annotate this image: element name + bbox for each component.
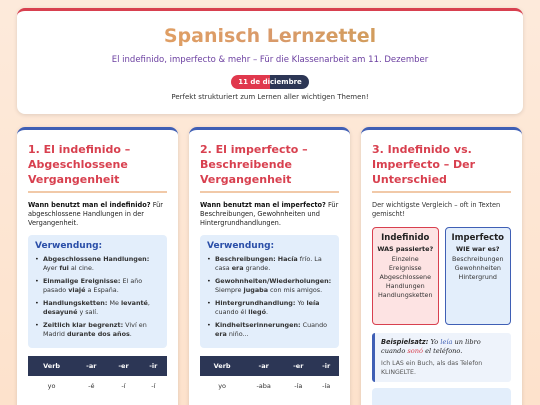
table-cell: yo xyxy=(218,382,227,390)
page-subtitle: El indefinido, imperfecto & mehr – Für die Klassenarbeit am 11. Dezember xyxy=(111,55,429,65)
table-cell: -ía xyxy=(322,382,331,390)
list-item: • Einmalige Ereignisse: El año pasado viajé a España. xyxy=(35,277,160,295)
table-cell: -aba xyxy=(256,382,271,390)
indefinido-heading: Indefinido xyxy=(381,233,430,243)
usage-list xyxy=(207,255,332,339)
table-cell: -í xyxy=(151,382,156,390)
page-title: Spanisch Lernzettel xyxy=(17,25,523,47)
table-header: -ar xyxy=(244,356,283,376)
card-title: 1. El indefinido – Abgeschlossene Vergangenheit xyxy=(28,142,167,193)
table-cell: -í xyxy=(121,382,126,390)
table-row xyxy=(28,376,167,396)
conjugation-table xyxy=(28,356,167,396)
example-spanish: Yo leía un libro cuando sonó el teléfono. xyxy=(381,338,481,355)
table-header: -ar xyxy=(75,356,107,376)
next-box-peek xyxy=(372,388,511,405)
table-header: -ir xyxy=(140,356,167,376)
header-card xyxy=(17,8,523,114)
table-cell: yo xyxy=(47,382,56,390)
conjugation-table xyxy=(200,356,339,396)
table-header: -ir xyxy=(313,356,339,376)
table-header: Verb xyxy=(200,356,244,376)
imperfecto-box xyxy=(445,227,512,325)
comparison-intro: Der wichtigste Vergleich – oft in Texten gemischt! xyxy=(372,201,501,218)
example-german: Ich LAS ein Buch, als das Telefon KLINGELTE. xyxy=(381,360,483,376)
table-header-row xyxy=(200,356,339,376)
card-indefinido xyxy=(17,127,178,405)
usage-heading: Verwendung: xyxy=(207,241,275,251)
table-header: -er xyxy=(283,356,313,376)
indefinido-box xyxy=(372,227,439,325)
usage-heading: Verwendung: xyxy=(35,241,103,251)
imperfecto-uses: Beschreibungen Gewohnheiten Hintergrund xyxy=(451,255,504,281)
imperfecto-question: WIE war es? xyxy=(456,245,500,253)
indefinido-uses: Einzelne Ereignisse Abgeschlossene Handlungen Handlungsketten xyxy=(378,255,433,299)
table-header-row xyxy=(28,356,167,376)
table-header: -er xyxy=(107,356,139,376)
usage-box xyxy=(28,235,167,348)
example-sentence-box xyxy=(372,333,511,382)
comparison-row xyxy=(372,227,511,325)
date-badge: 11 de diciembre xyxy=(231,75,309,89)
tagline: Perfekt strukturiert zum Lernen aller wichtigen Themen! xyxy=(171,93,369,101)
usage-question: Wann benutzt man el imperfecto? Für Beschreibungen, Gewohnheiten und Hintergrundhandlungen. xyxy=(200,201,339,227)
example-label: Beispielsatz: xyxy=(381,338,429,346)
usage-question: Wann benutzt man el indefinido? Für abgeschlossene Handlungen in der Vergangenheit. xyxy=(28,201,164,227)
list-item: • Zeitlich klar begrenzt: Viví en Madrid durante dos años. xyxy=(35,321,160,339)
table-header: Verb xyxy=(28,356,75,376)
list-item: • Gewohnheiten/Wiederholungen: Siempre jugaba con mis amigos. xyxy=(207,277,332,295)
usage-list xyxy=(35,255,160,339)
list-item: • Handlungsketten: Me levanté, desayuné y salí. xyxy=(35,299,160,317)
imperfecto-heading: Imperfecto xyxy=(451,233,504,243)
table-row xyxy=(200,376,339,396)
card-comparison xyxy=(361,127,522,405)
card-imperfecto xyxy=(189,127,350,405)
usage-box xyxy=(200,235,339,348)
table-cell: -ía xyxy=(294,382,303,390)
list-item: • Kindheitserinnerungen: Cuando era niño... xyxy=(207,321,332,339)
list-item: • Abgeschlossene Handlungen: Ayer fui al cine. xyxy=(35,255,160,273)
table-cell: -é xyxy=(88,382,95,390)
indefinido-question: WAS passierte? xyxy=(377,245,434,253)
list-item: • Beschreibungen: Hacía frío. La casa era grande. xyxy=(207,255,332,273)
card-title: 2. El imperfecto – Beschreibende Vergangenheit xyxy=(200,142,339,193)
card-title: 3. Indefinido vs. Imperfecto – Der Unterschied xyxy=(372,142,511,193)
list-item: • Hintergrundhandlung: Yo leía cuando él llegó. xyxy=(207,299,332,317)
